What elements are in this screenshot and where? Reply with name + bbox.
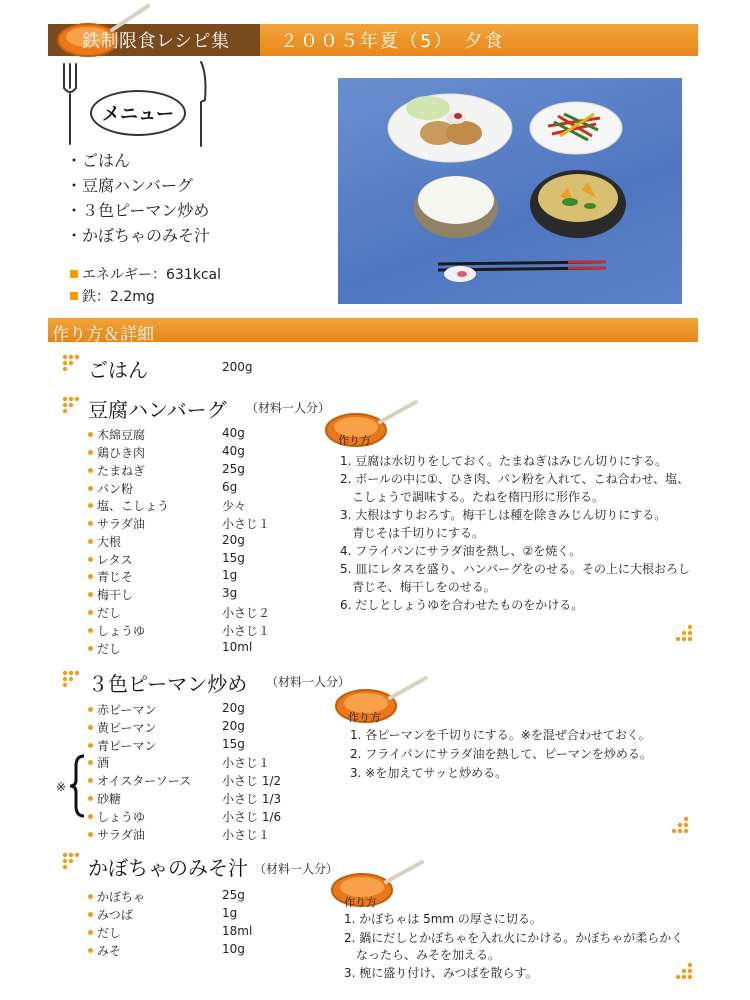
ingredient-name: だし <box>88 640 121 657</box>
ingredient-name: 青ピーマン <box>88 737 157 754</box>
ingredient-name: 木綿豆腐 <box>88 426 145 443</box>
ingredient-name: 鶏ひき肉 <box>88 444 145 461</box>
ingredient-name: たまねぎ <box>88 462 145 479</box>
ingredient-name: 赤ピーマン <box>88 701 157 718</box>
ingredient-name: 砂糖 <box>88 790 121 807</box>
ingredient-name: オイスターソース <box>88 772 191 789</box>
menu-item-soup: ・かぼちゃのみそ汁 <box>66 226 211 245</box>
ingredient-amount: 10g <box>222 942 245 956</box>
ingredient-amount: 15g <box>222 551 245 565</box>
header-subtitle: ２００５年夏（5） 夕食 <box>280 31 505 52</box>
ingredient-name: 黄ピーマン <box>88 719 157 736</box>
rice-amount: 200g <box>222 360 253 374</box>
ingredient-amount: 小さじ１ <box>222 756 271 770</box>
frying-pan-icon <box>332 674 432 726</box>
step-text: 2. フライパンにサラダ油を熱して、ピーマンを炒める。 <box>350 747 652 761</box>
seasoning-mark: ※ <box>56 780 67 794</box>
frying-pan-icon <box>328 858 428 910</box>
ingredient-amount: 3g <box>222 586 238 600</box>
step-text: 6. だしとしょうゆを合わせたものをかける。 <box>340 598 584 612</box>
ingredient-amount: 25g <box>222 462 245 476</box>
step-text: 青じそは千切りにする。 <box>340 526 485 540</box>
iron-text: 鉄：2.2mg <box>82 289 155 305</box>
ingredient-amount: 18ml <box>222 924 253 938</box>
soup-note: （材料一人分） <box>254 862 339 876</box>
ingredient-amount: 40g <box>222 426 245 440</box>
energy-text: エネルギー：631kcal <box>82 267 221 283</box>
ingredient-name: サラダ油 <box>88 515 145 532</box>
ingredient-amount: 1g <box>222 568 238 582</box>
ingredient-name: レタス <box>88 551 133 568</box>
section-title: 作り方＆詳細 <box>52 325 154 345</box>
ingredient-amount: 10ml <box>222 640 253 654</box>
ingredient-amount: 小さじ 1/2 <box>222 774 282 788</box>
method-badge-label: 作り方 <box>348 711 381 724</box>
step-text: 3. ※を加えてサッと炒める。 <box>350 766 508 780</box>
dots-icon <box>62 852 82 872</box>
ingredient-amount: 小さじ 1/3 <box>222 792 282 806</box>
brace-icon <box>68 754 86 818</box>
menu-item-rice: ・ごはん <box>66 151 131 170</box>
soup-title: かぼちゃのみそ汁 <box>88 856 248 880</box>
ingredient-name: だし <box>88 604 121 621</box>
ingredient-amount: 20g <box>222 701 245 715</box>
ingredient-name: 塩、こしょう <box>88 497 169 514</box>
menu-label: メニュー <box>90 90 186 136</box>
ingredient-amount: 小さじ１ <box>222 828 271 842</box>
iron-line <box>70 286 155 306</box>
dots-icon <box>672 624 694 646</box>
bullet-square-icon <box>70 270 78 278</box>
step-text: 1. かぼちゃは 5mm の厚さに切る。 <box>344 912 542 926</box>
ingredient-amount: 15g <box>222 737 245 751</box>
knife-icon <box>192 60 210 148</box>
ingredient-amount: 小さじ１ <box>222 517 271 531</box>
method-badge-label: 作り方 <box>338 434 371 447</box>
rice-title: ごはん <box>88 358 148 382</box>
ingredient-amount: 25g <box>222 888 245 902</box>
ingredient-amount: 小さじ 1/6 <box>222 810 282 824</box>
dots-icon <box>62 396 82 416</box>
ingredient-name: 酒 <box>88 754 109 771</box>
step-text: 3. 大根はすりおろす。梅干しは種を除きみじん切りにする。 <box>340 508 667 522</box>
frying-pan-icon <box>322 398 422 450</box>
bullet-square-icon <box>70 292 78 300</box>
ingredient-name: 青じそ <box>88 568 133 585</box>
menu-item-tofu: ・豆腐ハンバーグ <box>66 176 193 195</box>
step-text: なったら、みそを加える。 <box>344 948 501 962</box>
step-text: 2. 鍋にだしとかぼちゃを入れ火にかける。かぼちゃが柔らかく <box>344 931 684 945</box>
ingredient-name: かぼちゃ <box>88 888 145 905</box>
ingredient-amount: 6g <box>222 480 238 494</box>
step-text: 1. 豆腐は水切りをしておく。たまねぎはみじん切りにする。 <box>340 454 668 468</box>
step-text: 1. 各ピーマンを千切りにする。※を混ぜ合わせておく。 <box>350 728 651 742</box>
pepper-note: （材料一人分） <box>266 675 351 689</box>
fork-icon <box>60 62 84 146</box>
meal-photo <box>338 78 682 304</box>
ingredient-name: だし <box>88 924 121 941</box>
ingredient-name: みそ <box>88 942 121 959</box>
dots-icon <box>668 816 690 838</box>
step-text: 5. 皿にレタスを盛り、ハンバーグをのせる。その上に大根おろし <box>340 562 690 576</box>
ingredient-amount: 20g <box>222 533 245 547</box>
ingredient-amount: 1g <box>222 906 238 920</box>
ingredient-name: しょうゆ <box>88 622 145 639</box>
ingredient-amount: 40g <box>222 444 245 458</box>
ingredient-name: パン粉 <box>88 480 133 497</box>
tofu-note: （材料一人分） <box>246 401 331 415</box>
pepper-title: ３色ピーマン炒め <box>88 672 248 696</box>
step-text: 青じそ、梅干しをのせる。 <box>340 580 496 594</box>
ingredient-name: 梅干し <box>88 586 133 603</box>
energy-line <box>70 264 221 284</box>
ingredient-name: しょうゆ <box>88 808 145 825</box>
ingredient-name: サラダ油 <box>88 826 145 843</box>
ingredient-amount: 20g <box>222 719 245 733</box>
menu-item-pepper: ・３色ピーマン炒め <box>66 201 210 220</box>
dots-icon <box>62 670 82 690</box>
ingredient-amount: 小さじ２ <box>222 606 271 620</box>
step-text: こしょうで調味する。たねを楕円形に形作る。 <box>340 490 605 504</box>
header-title: 鉄制限食レシピ集 <box>82 31 230 52</box>
ingredient-name: みつば <box>88 906 133 923</box>
dots-icon <box>62 354 82 374</box>
ingredient-amount: 小さじ１ <box>222 624 271 638</box>
ingredient-name: 大根 <box>88 533 121 550</box>
step-text: 4. フライパンにサラダ油を熱し、②を焼く。 <box>340 544 582 558</box>
step-text: 2. ボールの中に①、ひき肉、パン粉を入れて、こね合わせ、塩、 <box>340 472 690 486</box>
step-text: 3. 椀に盛り付け、みつばを散らす。 <box>344 966 538 980</box>
tofu-title: 豆腐ハンバーグ <box>88 398 227 422</box>
ingredient-amount: 少々 <box>222 499 247 513</box>
method-badge-label: 作り方 <box>344 896 377 909</box>
meal-photo-illustration <box>338 78 682 304</box>
dots-icon <box>672 962 694 984</box>
